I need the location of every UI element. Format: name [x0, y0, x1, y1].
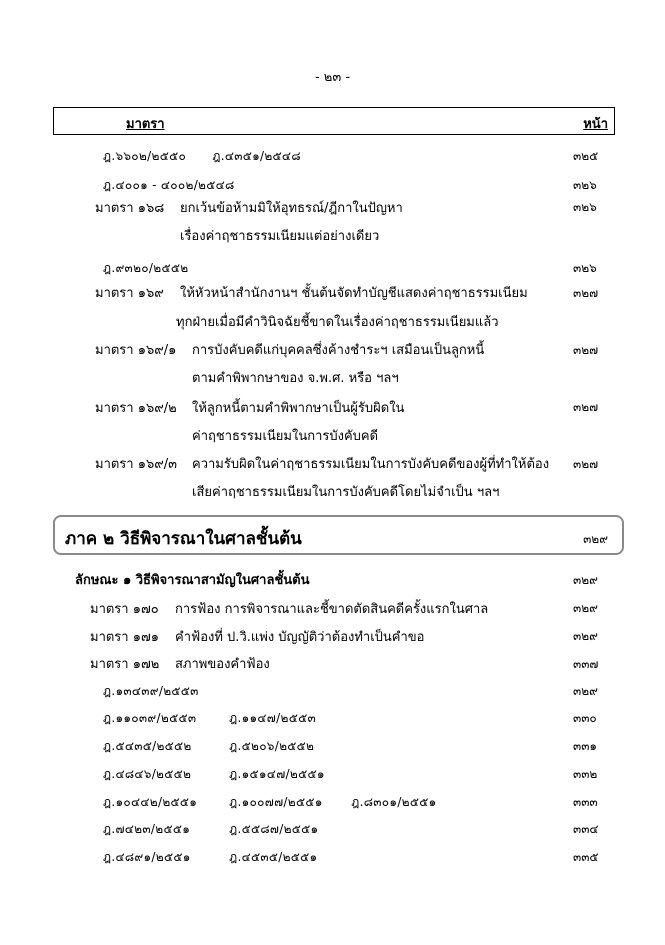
- page-ref: ๓๒๗: [573, 343, 599, 357]
- section-desc-cont: ค่าฤชาธรรมเนียมในการบังคับคดี: [192, 429, 379, 444]
- ref-line: [103, 820, 318, 839]
- case-ref: ฎ.๘๓๐๑/๒๕๕๑: [351, 795, 437, 809]
- page-ref: ๓๒๖: [573, 178, 597, 192]
- section-label: มาตรา ๑๖๙/๓: [95, 457, 178, 472]
- case-ref: ฎ.๑๐๔๔๒/๒๕๕๑: [103, 795, 198, 809]
- case-ref: ฎ.๔๘๙๑/๒๕๕๑: [103, 850, 191, 864]
- page-ref: ๓๒๙: [573, 629, 598, 643]
- section-desc: ให้หัวหน้าสำนักงานฯ ชั้นต้นจัดทำบัญชีแสดงค่าฤชาธรรมเนียม: [180, 286, 528, 301]
- part-heading-box: [53, 515, 624, 555]
- case-ref: ฎ.๖๖๐๒/๒๕๕๐: [103, 149, 187, 163]
- ref-line: [103, 848, 317, 867]
- case-ref: ฎ.๑๕๑๔๗/๒๕๕๑: [229, 767, 325, 781]
- page-ref: ๓๒๙: [573, 573, 598, 587]
- table-header-box: [53, 107, 615, 135]
- section-desc-cont: เรื่องค่าฤชาธรรมเนียมแต่อย่างเดียว: [180, 229, 380, 244]
- page-ref: ๓๓๑: [573, 739, 598, 753]
- section-desc: การฟ้อง การพิจารณาและชี้ขาดตัดสินคดีครั้งแรกในศาล: [175, 602, 489, 617]
- page-ref: ๓๒๖: [573, 261, 597, 275]
- page-ref: ๓๒๙: [573, 601, 598, 615]
- page-ref: ๓๓๔: [573, 822, 599, 836]
- ref-line: [103, 709, 316, 728]
- case-ref: ฎ.๕๕๘๗/๒๕๕๑: [229, 822, 319, 836]
- page-ref: ๓๒๙: [583, 532, 608, 546]
- case-ref: ฎ.๑๑๐๓๙/๒๕๕๓: [103, 711, 197, 725]
- part-title: ภาค ๒ วิธีพิจารณาในศาลชั้นต้น: [65, 529, 302, 549]
- section-desc: การบังคับคดีแก่บุคคลซึ่งค้างชำระฯ เสมือนเป็นลูกหนี้: [192, 343, 485, 358]
- page-ref: ๓๒๗: [573, 457, 599, 471]
- page-number: - ๒๓ -: [314, 70, 351, 85]
- section-desc: คำฟ้องที่ ป.วิ.แพ่ง บัญญัติว่าต้องทำเป็นคำขอ: [175, 630, 425, 645]
- case-ref: ฎ.๕๒๐๖/๒๕๕๒: [229, 739, 315, 753]
- page-ref: ๓๒๕: [573, 149, 599, 163]
- ref-line: [103, 737, 314, 756]
- section-label: มาตรา ๑๖๙: [95, 286, 164, 301]
- header-section-label: มาตรา: [126, 117, 165, 132]
- section-desc: ให้ลูกหนี้ตามคำพิพากษาเป็นผู้รับผิดใน: [192, 401, 405, 416]
- section-label: มาตรา ๑๗๐: [90, 602, 159, 617]
- page-ref: ๓๓๐: [573, 711, 597, 725]
- case-ref: ฎ.๔๘๔๖/๒๕๕๒: [103, 767, 192, 781]
- section-desc: ความรับผิดในค่าฤชาธรรมเนียมในการบังคับคดีของผู้ที่ทำให้ต้อง: [192, 457, 550, 472]
- section-desc: สภาพของคำฟ้อง: [175, 657, 270, 672]
- section-desc-cont: ตามคำพิพากษาของ จ.พ.ศ. หรือ ฯลฯ: [192, 371, 399, 386]
- case-ref: ฎ.๔๕๓๕/๒๕๕๑: [229, 850, 318, 864]
- section-label: มาตรา ๑๖๙/๒: [95, 401, 177, 416]
- case-ref: ฎ.๑๓๔๓๙/๒๕๕๓: [103, 684, 199, 698]
- page-ref: ๓๓๒: [573, 767, 598, 781]
- case-ref: ฎ.๕๔๓๕/๒๕๕๒: [103, 739, 192, 753]
- case-ref: ฎ.๔๓๕๑/๒๕๔๘: [212, 149, 301, 163]
- ref-line: [103, 147, 301, 166]
- section-label: มาตรา ๑๖๘: [95, 201, 165, 216]
- section-label: มาตรา ๑๗๒: [90, 657, 160, 672]
- page-ref: ๓๒๙: [573, 684, 598, 698]
- case-ref: ฎ.๑๑๔๗/๒๕๕๓: [229, 711, 316, 725]
- section-desc: ยกเว้นข้อห้ามมิให้อุทธรณ์/ฎีกาในปัญหา: [180, 201, 403, 216]
- ref-line: [103, 682, 199, 701]
- section-label: มาตรา ๑๖๙/๑: [95, 343, 177, 358]
- ref-line: ฎ.๔๐๐๑ - ๔๐๐๒/๒๕๔๘: [103, 178, 235, 192]
- page-ref: ๓๓๓: [573, 795, 598, 809]
- section-desc-cont: ทุกฝ่ายเมื่อมีคำวินิจฉัยชี้ขาดในเรื่องค่าฤชาธรรมเนียมแล้ว: [176, 315, 499, 330]
- ref-line: [103, 793, 437, 812]
- chapter-title: ลักษณะ ๑ วิธีพิจารณาสามัญในศาลชั้นต้น: [75, 573, 310, 588]
- case-ref: ฎ.๑๐๐๗๗/๒๕๕๑: [229, 795, 323, 809]
- page-ref: ๓๒๖: [573, 200, 597, 214]
- page-ref: ๓๓๗: [573, 657, 599, 671]
- page-ref: ๓๒๗: [573, 286, 599, 300]
- ref-line: [103, 765, 325, 784]
- page-ref: ๓๒๗: [573, 400, 599, 414]
- ref-line: ฎ.๙๓๒๐/๒๕๕๒: [103, 261, 189, 275]
- header-page-label: หน้า: [583, 117, 608, 132]
- case-ref: ฎ.๗๔๒๓/๒๕๕๑: [103, 822, 191, 836]
- section-desc-cont: เสียค่าฤชาธรรมเนียมในการบังคับคดีโดยไม่จำเป็น ฯลฯ: [192, 485, 500, 500]
- section-label: มาตรา ๑๗๑: [90, 630, 160, 645]
- page-ref: ๓๓๕: [573, 850, 599, 864]
